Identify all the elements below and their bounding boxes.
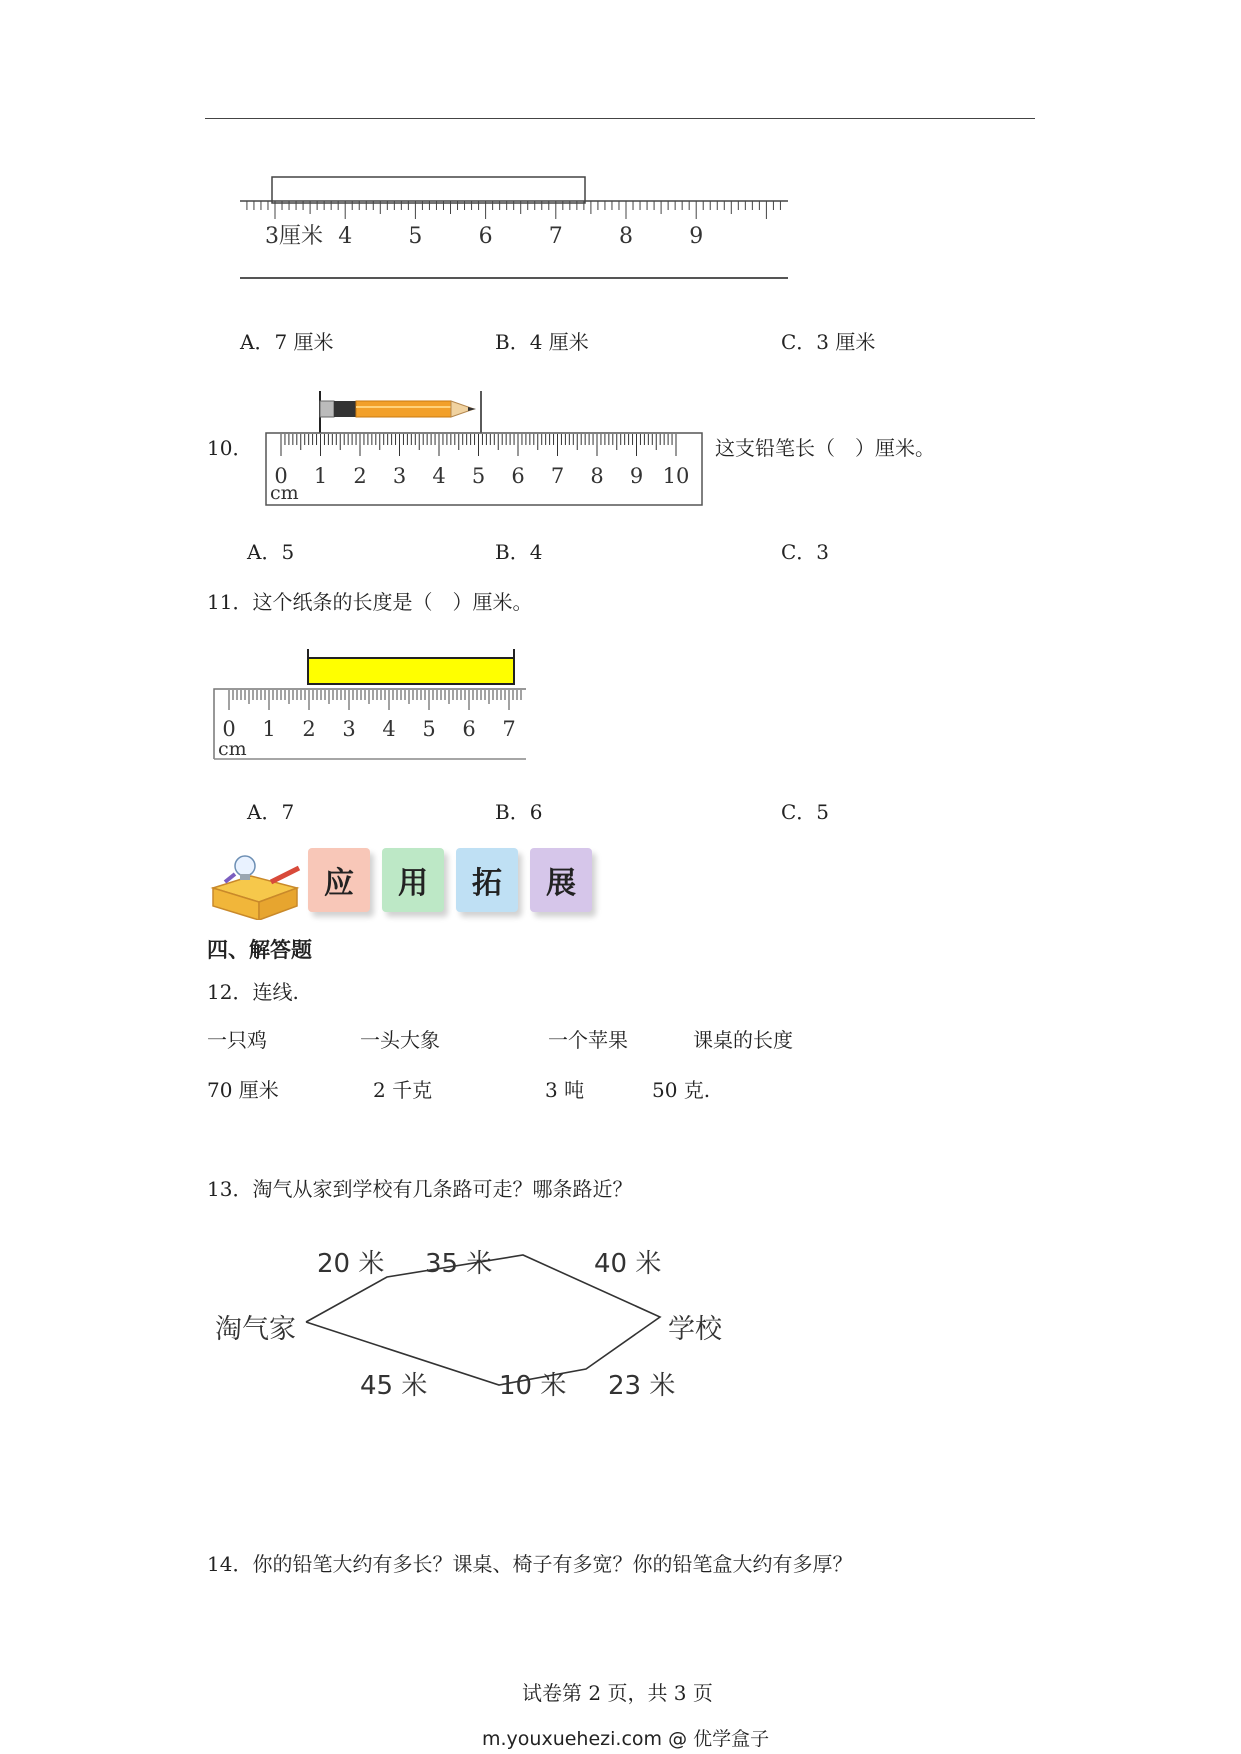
q13-top-length-3: 40 米 [594,1249,662,1279]
q10-tick-label: 8 [590,464,604,488]
q11-tick-label: 1 [262,717,276,741]
page-footer: 试卷第 2 页，共 3 页 [522,1681,713,1705]
site-watermark: m.youxuehezi.com @ 优学盒子 [482,1728,770,1750]
q10-tick-label: 10 [662,464,690,488]
q13-bottom-length-1: 45 米 [360,1371,428,1401]
banner-tile-tuo: 拓 [456,848,518,912]
toolbox-icon [205,848,305,920]
q10-tick-label: 5 [471,464,486,488]
q11-option-c[interactable]: C．5 [781,800,830,824]
q14-stem: 14．你的铅笔大约有多长？课桌、椅子有多宽？你的铅笔盒大约有多厚？ [207,1552,853,1576]
q10-number: 10． [207,436,253,460]
banner-tile-yong: 用 [382,848,444,912]
q11-paper-strip [308,658,514,684]
q10-tick-label: 3 [392,464,407,488]
q10-option-b[interactable]: B．4 [495,540,543,564]
q9-option-a[interactable]: A．7 厘米 [240,330,334,354]
q12-item-apple[interactable]: 一个苹果 [548,1028,628,1052]
q11-option-a[interactable]: A．7 [247,800,295,824]
q11-ruler-unit: cm [218,738,247,760]
q9-ruler-label-start: 3厘米 [265,224,323,249]
q11-tick-label: 6 [462,717,476,741]
q9-measured-object [272,177,585,203]
q13-stem: 13．淘气从家到学校有几条路可走？哪条路近？ [207,1177,633,1201]
q9-tick-label: 7 [548,224,563,249]
q9-option-c[interactable]: C．3 厘米 [781,330,876,354]
q11-tick-label: 3 [342,717,356,741]
q10-tick-label: 7 [550,464,565,488]
q12-stem: 12．连线. [207,980,299,1004]
q12-value-3t[interactable]: 3 吨 [545,1078,585,1102]
q11-tick-label: 7 [502,717,516,741]
q13-top-length-2: 35 米 [425,1249,493,1279]
q10-tick-label: 2 [353,464,367,488]
q10-option-a[interactable]: A．5 [247,540,295,564]
section-title: 四、解答题 [207,938,312,962]
q11-tick-label: 0 [222,717,236,741]
q13-bottom-length-2: 10 米 [499,1371,567,1401]
q12-item-desk[interactable]: 课桌的长度 [693,1028,793,1052]
q13-bottom-length-3: 23 米 [608,1371,676,1401]
q10-tick-label: 1 [313,464,328,488]
q10-tick-label: 4 [432,464,446,488]
q9-tick-label: 6 [478,224,493,249]
q9-ruler-numbers [338,224,703,249]
q10-tick-label: 0 [274,464,288,488]
q9-tick-label: 5 [408,224,423,249]
q12-value-50g[interactable]: 50 克. [652,1078,711,1102]
q10-ruler-unit: cm [270,482,299,504]
q11-ruler-figure [210,645,540,765]
q9-tick-label: 8 [619,224,633,249]
q10-stem: 这支铅笔长（ ）厘米。 [715,436,935,460]
q9-option-b[interactable]: B．4 厘米 [495,330,589,354]
q10-tick-label: 6 [511,464,525,488]
q11-tick-label: 5 [422,717,436,741]
q11-ruler-ticks [229,690,521,710]
q13-school-label: 学校 [668,1314,722,1345]
pencil-icon [320,401,476,417]
q13-top-length-1: 20 米 [317,1249,385,1279]
q11-ruler-numbers [222,717,515,741]
q12-item-chicken[interactable]: 一只鸡 [207,1028,267,1052]
q10-ruler-figure [260,385,710,510]
banner-tile-ying: 应 [308,848,370,912]
q13-route-map [0,1220,1241,1420]
q10-option-c[interactable]: C．3 [781,540,830,564]
q10-tick-label: 9 [629,464,644,488]
q11-option-b[interactable]: B．6 [495,800,543,824]
q12-value-2kg[interactable]: 2 千克 [373,1078,433,1102]
q12-item-elephant[interactable]: 一头大象 [360,1028,440,1052]
q9-ruler-figure [0,0,1241,300]
q11-tick-label: 4 [382,717,396,741]
q9-tick-label: 9 [689,224,704,249]
q12-value-70cm[interactable]: 70 厘米 [207,1078,279,1102]
q13-home-label: 淘气家 [215,1314,296,1345]
q11-stem: 11．这个纸条的长度是（ ）厘米。 [207,590,533,614]
q11-tick-label: 2 [302,717,316,741]
q9-tick-label: 4 [338,224,353,249]
banner-tile-zhan: 展 [530,848,592,912]
